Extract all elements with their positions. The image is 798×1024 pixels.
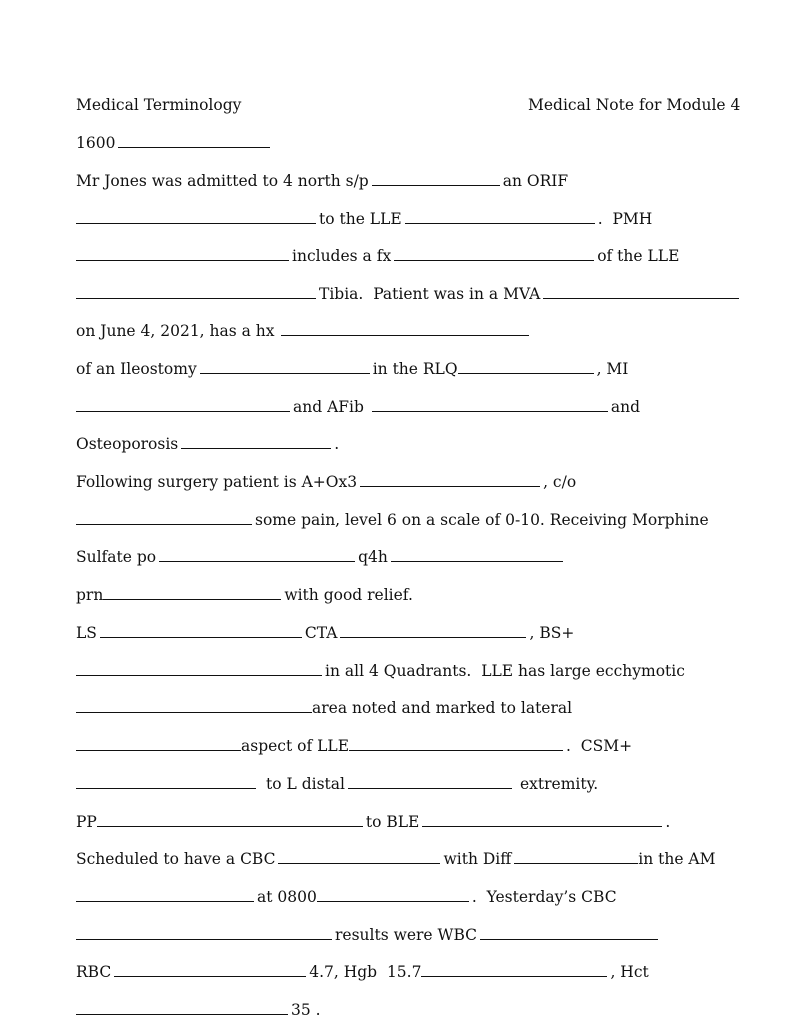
fill-in-blank[interactable] bbox=[421, 962, 607, 977]
line-text: extremity. bbox=[519, 775, 599, 793]
line-text: Mr Jones was admitted to 4 north s/p bbox=[76, 172, 369, 190]
note-line-18 bbox=[76, 774, 598, 794]
fill-in-blank[interactable] bbox=[118, 133, 270, 148]
line-text: in the RLQ bbox=[372, 360, 458, 378]
fill-in-blank[interactable] bbox=[100, 623, 302, 638]
fill-in-blank[interactable] bbox=[76, 887, 254, 902]
course-title: Medical Terminology bbox=[76, 96, 242, 114]
line-text: some pain, level 6 on a scale of 0-10. Receiving Morphine bbox=[255, 511, 709, 529]
fill-in-blank[interactable] bbox=[76, 925, 332, 940]
fill-in-blank[interactable] bbox=[372, 397, 608, 412]
note-line-7 bbox=[76, 359, 628, 379]
note-line-8 bbox=[76, 397, 640, 417]
fill-in-blank[interactable] bbox=[360, 472, 540, 487]
line-text: and AFib bbox=[293, 398, 364, 416]
line-text: to the LLE bbox=[319, 210, 402, 228]
note-line-12 bbox=[76, 547, 566, 567]
line-text: results were WBC bbox=[335, 926, 478, 944]
line-text: with good relief. bbox=[284, 586, 413, 604]
fill-in-blank[interactable] bbox=[76, 698, 312, 713]
fill-in-blank[interactable] bbox=[114, 962, 306, 977]
note-line-11 bbox=[76, 510, 709, 530]
line-text: to BLE bbox=[365, 813, 420, 831]
fill-in-blank[interactable] bbox=[76, 736, 241, 751]
line-text: Scheduled to have a CBC bbox=[76, 850, 276, 868]
fill-in-blank[interactable] bbox=[76, 397, 290, 412]
fill-in-blank[interactable] bbox=[97, 812, 363, 827]
line-text: aspect of LLE bbox=[241, 737, 350, 755]
fill-in-blank[interactable] bbox=[76, 284, 316, 299]
note-line-5 bbox=[76, 284, 742, 304]
fill-in-blank[interactable] bbox=[76, 661, 322, 676]
fill-in-blank[interactable] bbox=[76, 209, 316, 224]
line-text: Following surgery patient is A+Ox3 bbox=[76, 473, 358, 491]
fill-in-blank[interactable] bbox=[317, 887, 469, 902]
note-line-3 bbox=[76, 209, 652, 229]
fill-in-blank[interactable] bbox=[514, 849, 638, 864]
note-line-10 bbox=[76, 472, 576, 492]
fill-in-blank[interactable] bbox=[103, 585, 281, 600]
note-line-14 bbox=[76, 623, 574, 643]
line-text: prn bbox=[76, 586, 104, 604]
line-text: Osteoporosis bbox=[76, 435, 179, 453]
fill-in-blank[interactable] bbox=[181, 434, 331, 449]
fill-in-blank[interactable] bbox=[340, 623, 526, 638]
fill-in-blank[interactable] bbox=[76, 510, 252, 525]
fill-in-blank[interactable] bbox=[281, 321, 529, 336]
fill-in-blank[interactable] bbox=[348, 774, 512, 789]
line-text: an ORIF bbox=[502, 172, 569, 190]
line-text: 4.7, Hgb 15.7 bbox=[309, 963, 422, 981]
line-text: , MI bbox=[596, 360, 629, 378]
note-line-23 bbox=[76, 962, 649, 982]
line-text: and bbox=[610, 398, 641, 416]
line-text: 1600 bbox=[76, 134, 116, 152]
line-text: Sulfate po bbox=[76, 548, 157, 566]
fill-in-blank[interactable] bbox=[349, 736, 563, 751]
note-line-19 bbox=[76, 812, 670, 832]
note-line-4 bbox=[76, 246, 679, 266]
line-text: in the AM bbox=[638, 850, 716, 868]
line-text: LS bbox=[76, 624, 97, 642]
line-text: . Yesterday’s CBC bbox=[471, 888, 617, 906]
line-text: . CSM+ bbox=[566, 737, 633, 755]
line-text: CTA bbox=[304, 624, 338, 642]
line-text: of an Ileostomy bbox=[76, 360, 197, 378]
line-text: with Diff bbox=[443, 850, 512, 868]
line-text: PP bbox=[76, 813, 97, 831]
line-text: . bbox=[665, 813, 671, 831]
note-line-24 bbox=[76, 1000, 321, 1020]
line-text: of the LLE bbox=[597, 247, 680, 265]
line-text: area noted and marked to lateral bbox=[312, 699, 573, 717]
fill-in-blank[interactable] bbox=[200, 359, 370, 374]
note-line-16 bbox=[76, 698, 572, 718]
line-text: , c/o bbox=[543, 473, 577, 491]
note-line-22 bbox=[76, 925, 661, 945]
note-line-6 bbox=[76, 321, 532, 341]
line-text: on June 4, 2021, has a hx bbox=[76, 322, 275, 340]
note-line-13 bbox=[76, 585, 413, 605]
note-title: Medical Note for Module 4 bbox=[528, 96, 741, 114]
fill-in-blank[interactable] bbox=[76, 774, 256, 789]
line-text: Tibia. Patient was in a MVA bbox=[319, 285, 541, 303]
fill-in-blank[interactable] bbox=[159, 547, 355, 562]
fill-in-blank[interactable] bbox=[76, 246, 289, 261]
note-line-21 bbox=[76, 887, 617, 907]
line-text: to L distal bbox=[266, 775, 345, 793]
line-text: . PMH bbox=[597, 210, 653, 228]
line-text: includes a fx bbox=[292, 247, 392, 265]
fill-in-blank[interactable] bbox=[391, 547, 563, 562]
line-text: q4h bbox=[358, 548, 388, 566]
line-text: , BS+ bbox=[529, 624, 575, 642]
note-line-2 bbox=[76, 171, 568, 191]
fill-in-blank[interactable] bbox=[480, 925, 658, 940]
line-text: . bbox=[334, 435, 340, 453]
note-line-15 bbox=[76, 661, 685, 681]
note-line-17 bbox=[76, 736, 632, 756]
fill-in-blank[interactable] bbox=[76, 1000, 288, 1015]
fill-in-blank[interactable] bbox=[458, 359, 594, 374]
line-text: , Hct bbox=[610, 963, 649, 981]
line-text: 35 . bbox=[291, 1001, 321, 1019]
note-line-1 bbox=[76, 133, 273, 153]
line-text: at 0800 bbox=[257, 888, 317, 906]
fill-in-blank[interactable] bbox=[405, 209, 595, 224]
fill-in-blank[interactable] bbox=[372, 171, 500, 186]
line-text: RBC bbox=[76, 963, 112, 981]
fill-in-blank[interactable] bbox=[278, 849, 440, 864]
line-text: in all 4 Quadrants. LLE has large ecchymotic bbox=[325, 662, 685, 680]
note-line-20 bbox=[76, 849, 716, 869]
fill-in-blank[interactable] bbox=[543, 284, 739, 299]
fill-in-blank[interactable] bbox=[422, 812, 662, 827]
fill-in-blank[interactable] bbox=[394, 246, 594, 261]
note-line-9 bbox=[76, 434, 339, 454]
